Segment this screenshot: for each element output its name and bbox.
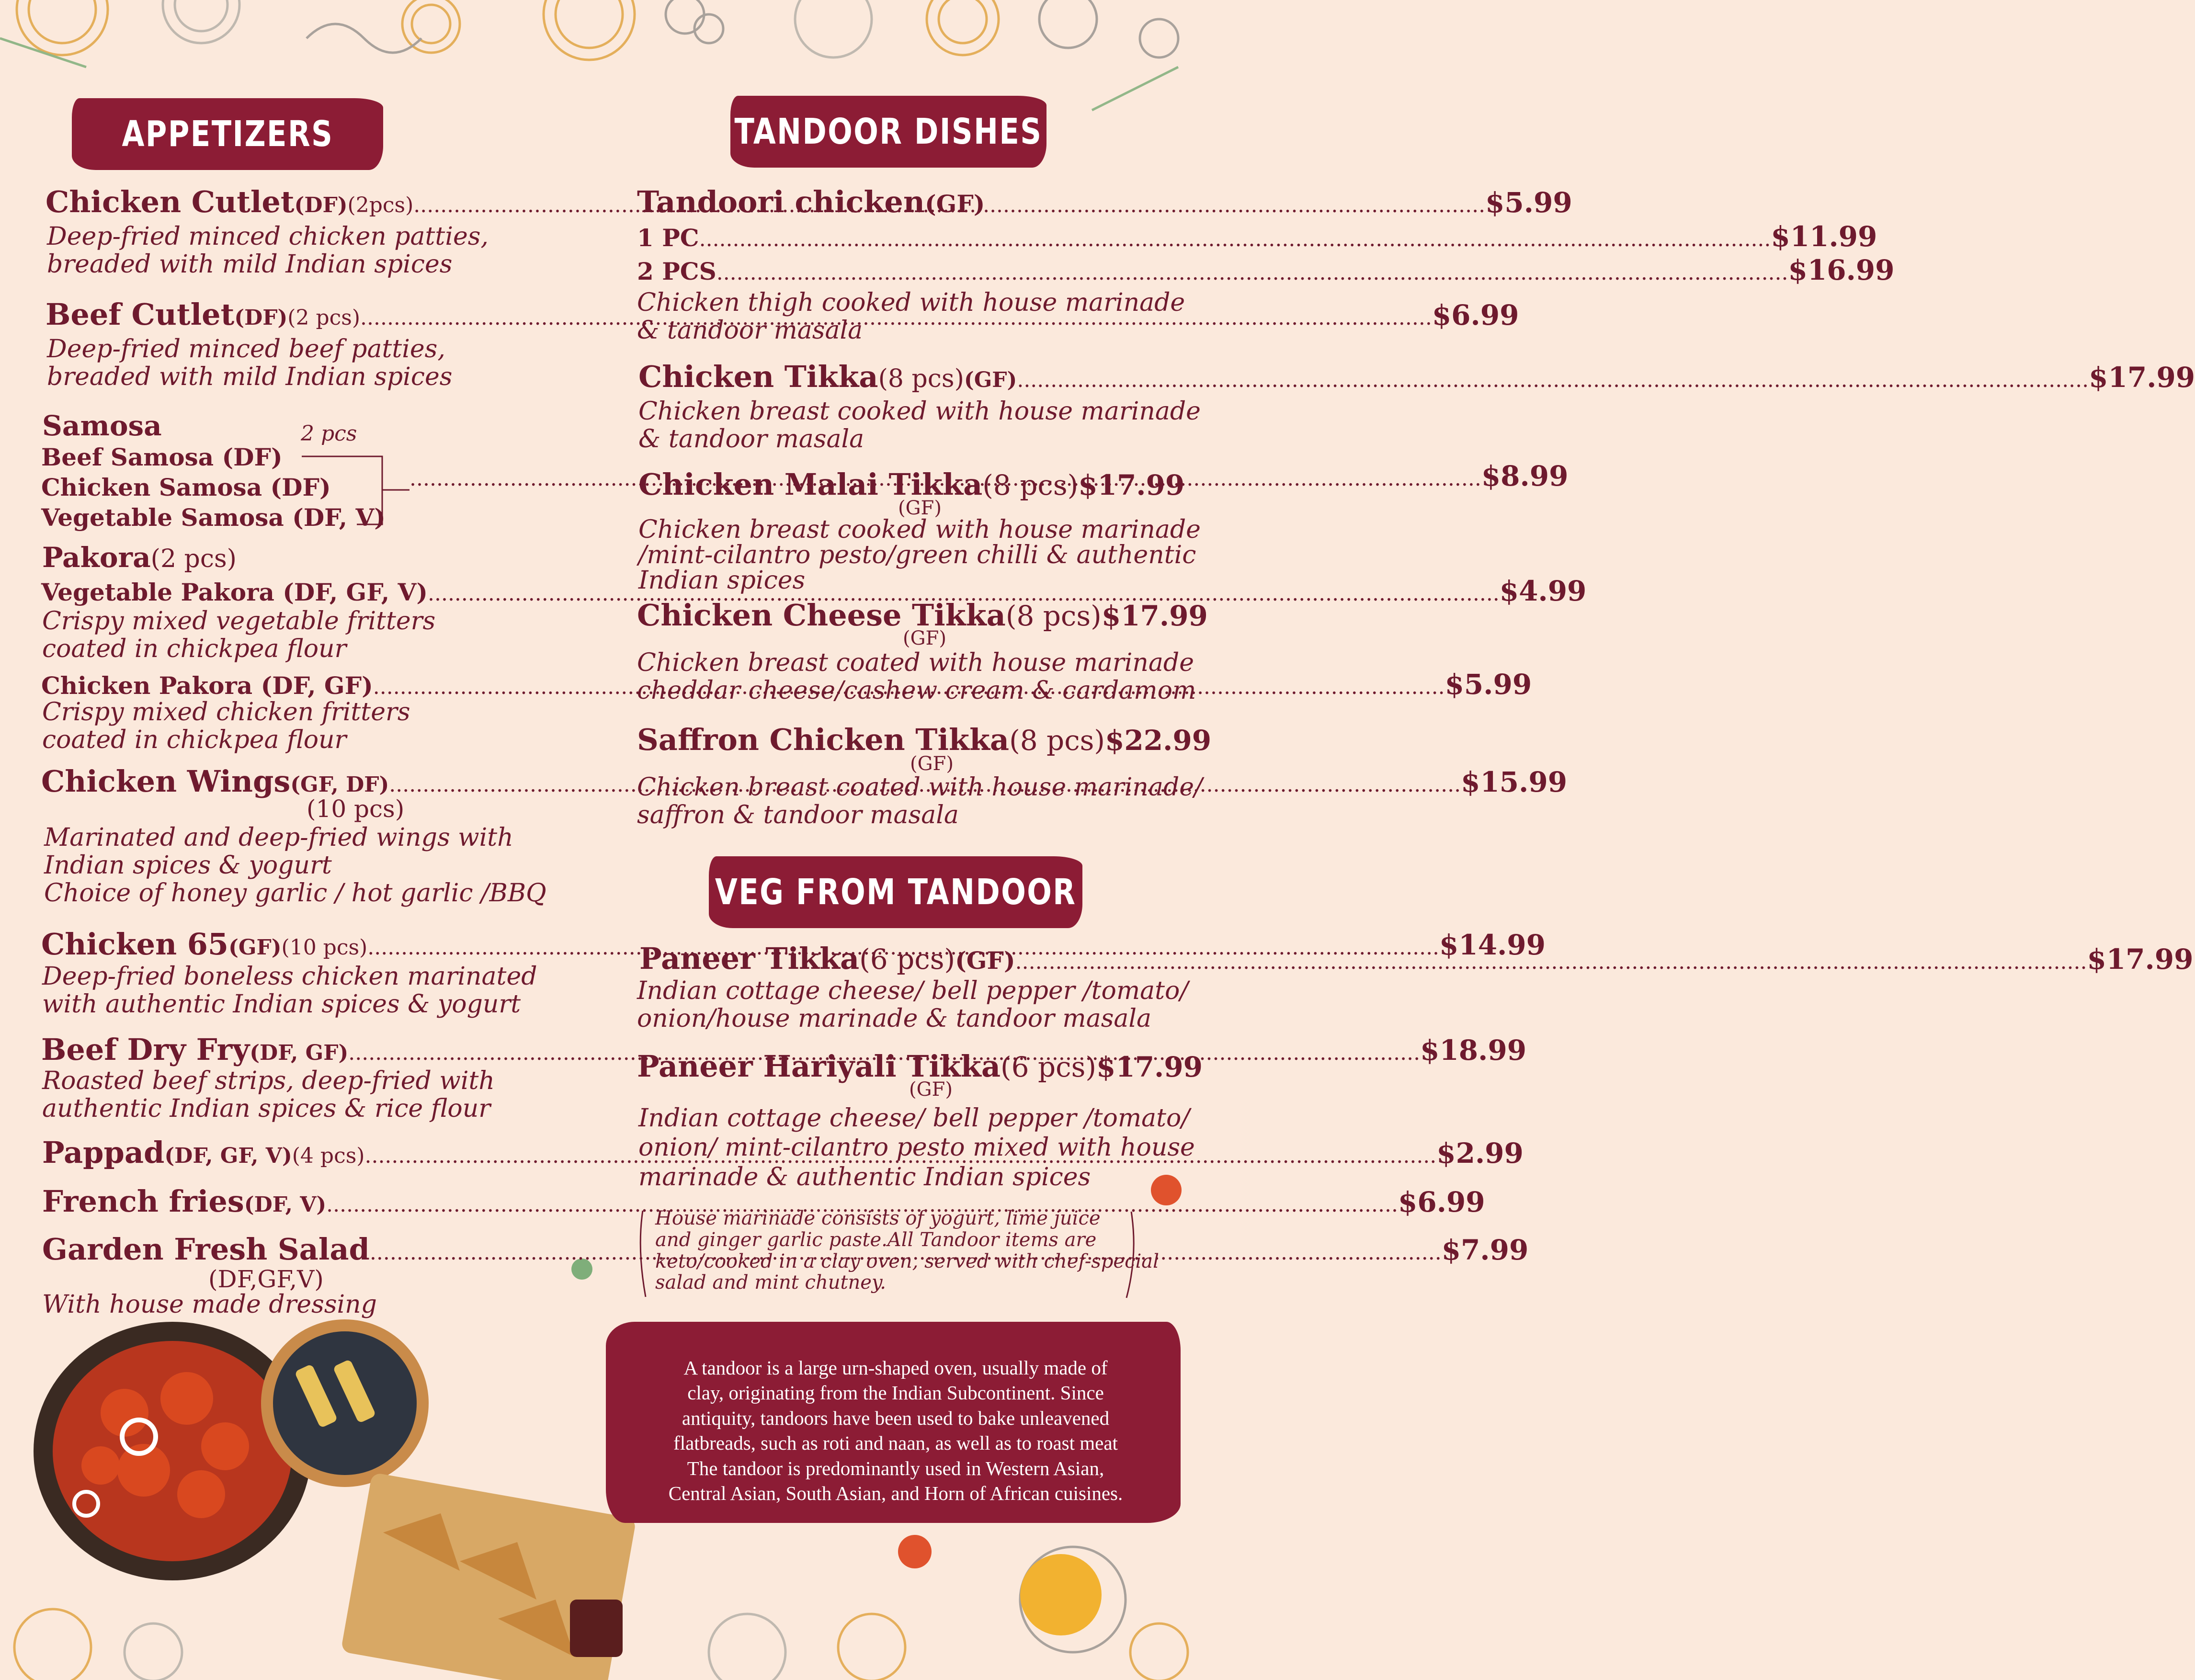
tandoori-chicken-1pc — [637, 220, 1877, 253]
item-description: Crispy mixed chicken fritters coated in chickpea flour — [42, 698, 410, 755]
item-price: $6.99 — [1398, 1186, 1485, 1218]
item-price: $17.99 — [2087, 943, 2194, 976]
item-qty: (10 pcs) — [307, 795, 405, 823]
item-qty: (2 pcs) — [287, 306, 360, 330]
item-description: Roasted beef strips, deep-fried with authentic Indian spices & rice flour — [42, 1067, 495, 1124]
tandoori-chicken-2pcs — [637, 254, 1895, 286]
item-tags: (GF) — [955, 946, 1015, 975]
menu-item-saffron-chicken-tikka — [637, 722, 1212, 757]
item-name: Vegetable Pakora (DF, GF, V) — [41, 578, 428, 606]
menu-item-chicken-malai-tikka — [638, 467, 1185, 502]
item-tags: (DF,GF,V) — [208, 1265, 324, 1293]
item-tags: (GF) — [903, 627, 946, 649]
samosa-option-chicken: Chicken Samosa (DF) — [41, 473, 331, 501]
item-description: Deep-fried minced chicken patties, breaded with mild Indian spices — [47, 222, 489, 279]
item-qty: (2 pcs) — [150, 545, 237, 573]
item-name: Chicken 65 — [41, 927, 229, 962]
food-photo-illustration — [19, 1290, 642, 1680]
item-description: Crispy mixed vegetable fritters coated in chickpea flour — [42, 607, 436, 664]
samosa-qty: 2 pcs — [301, 421, 357, 446]
item-description: Chicken thigh cooked with house marinade & tandoor masala — [637, 288, 1185, 345]
item-qty: (4 pcs) — [292, 1144, 365, 1168]
item-qty: (6 pcs) — [1001, 1051, 1096, 1083]
item-price: $17.99 — [1096, 1051, 1203, 1083]
menu-item-vegetable-pakora — [41, 575, 1587, 607]
item-tags: (GF) — [909, 1078, 953, 1101]
item-tags: (GF) — [910, 753, 954, 775]
item-qty: (8 pcs) — [1009, 724, 1105, 757]
item-price: $5.99 — [1485, 186, 1572, 219]
option-label: 2 PCS — [637, 257, 717, 285]
veg-from-tandoor-heading: VEG FROM TANDOOR — [715, 872, 1077, 913]
item-price: $17.99 — [2089, 361, 2195, 394]
leader-dots — [1017, 368, 2089, 392]
item-description: Chicken breast cooked with house marinade & tandoor masala — [638, 397, 1201, 454]
option-label: 1 PC — [637, 224, 699, 252]
item-name: French fries — [42, 1184, 244, 1219]
item-price: $14.99 — [1439, 929, 1546, 961]
item-price: $7.99 — [1441, 1234, 1529, 1266]
item-qty: (8 pcs) — [982, 469, 1079, 501]
item-tags: (GF) — [228, 935, 282, 960]
menu-item-chicken-cheese-tikka — [637, 598, 1208, 633]
item-description: Marinated and deep-fried wings with Indian spices & yogurt Choice of honey garlic / hot garlic /BBQ — [44, 823, 546, 908]
item-name: Paneer Hariyali Tikka — [637, 1049, 1001, 1084]
item-name: Chicken Malai Tikka — [638, 467, 983, 502]
menu-item-french-fries — [42, 1184, 1485, 1219]
tandoor-dishes-heading: TANDOOR DISHES — [734, 111, 1043, 152]
item-name: Paneer Tikka — [639, 941, 860, 976]
item-price: $11.99 — [1771, 220, 1877, 253]
item-price: $4.99 — [1499, 575, 1587, 607]
item-name: Saffron Chicken Tikka — [637, 722, 1010, 757]
item-tags: (GF) — [924, 190, 985, 218]
item-price: $16.99 — [1788, 254, 1895, 286]
item-description: Chicken breast coated with house marinade cheddar cheese/cashew cream & cardamom — [637, 648, 1196, 705]
menu-item-garden-salad — [42, 1232, 1529, 1267]
pakora-heading-row — [42, 541, 237, 574]
item-tags: (DF, GF, V) — [164, 1144, 292, 1168]
item-tags: (DF, GF) — [250, 1041, 349, 1065]
item-qty: (10 pcs) — [281, 935, 368, 960]
leader-dots — [699, 227, 1771, 251]
item-description: With house made dressing — [42, 1290, 377, 1319]
menu-item-chicken-wings — [41, 764, 1568, 799]
item-tags: (GF) — [964, 368, 1017, 392]
item-qty: (6 pcs) — [859, 943, 955, 976]
tandoori-chicken-heading — [637, 184, 985, 219]
item-price: $18.99 — [1420, 1034, 1527, 1067]
samosa-heading: Samosa — [42, 409, 162, 442]
item-tags: (DF, V) — [244, 1192, 327, 1217]
item-price: $17.99 — [1101, 600, 1208, 632]
item-price: $5.99 — [1444, 668, 1532, 701]
item-price: $2.99 — [1436, 1137, 1524, 1169]
appetizers-heading: APPETIZERS — [122, 114, 333, 155]
menu-item-paneer-hariyali-tikka — [637, 1049, 1203, 1084]
item-name: Garden Fresh Salad — [42, 1232, 370, 1267]
veg-from-tandoor-banner — [709, 856, 1082, 928]
samosa-option-beef: Beef Samosa (DF) — [41, 443, 283, 471]
item-price: $17.99 — [1078, 469, 1185, 501]
item-name: Tandoori chicken — [637, 184, 925, 219]
tandoor-dishes-banner — [730, 96, 1046, 168]
samosa-bracket — [302, 453, 412, 529]
item-name: Chicken Cheese Tikka — [637, 598, 1006, 633]
item-description: Indian cottage cheese/ bell pepper /tomato/ onion/house marinade & tandoor masala — [637, 976, 1188, 1033]
item-price: $15.99 — [1461, 766, 1568, 798]
menu-item-pappad — [42, 1135, 1524, 1170]
item-description: Deep-fried minced beef patties, breaded with mild Indian spices — [47, 335, 453, 392]
item-tags: (DF) — [234, 306, 288, 330]
item-price: $6.99 — [1432, 299, 1519, 331]
item-qty: (8 pcs) — [878, 364, 964, 393]
item-name: Chicken Pakora (DF, GF) — [41, 671, 373, 700]
item-name: Beef Cutlet — [45, 297, 235, 332]
item-description: Deep-fried boneless chicken marinated with authentic Indian spices & yogurt — [42, 962, 537, 1019]
item-name: Chicken Tikka — [638, 359, 878, 394]
item-tags: (DF) — [294, 193, 348, 217]
item-tags: (GF, DF) — [290, 772, 389, 797]
item-description: Indian cottage cheese/ bell pepper /tomato/ onion/ mint-cilantro pesto mixed with house marinade & authentic Indian spices — [638, 1104, 1195, 1192]
item-price: $22.99 — [1105, 724, 1212, 757]
appetizers-banner — [72, 98, 383, 170]
item-name: Chicken Cutlet — [45, 184, 295, 219]
item-qty: (8 pcs) — [1005, 600, 1102, 632]
tandoor-info-text: A tandoor is a large urn-shaped oven, usually made of clay, originating from the Indian Subcontinent. Since antiquity, tandoors have been used to bake unleavened flatbreads, such as roti and naan, as well as to roast meat The tandoor is predominantly used in Western Asian, Central Asian, South Asian, and Horn of African cuisines. — [668, 1357, 1123, 1505]
item-tags: (GF) — [898, 497, 942, 519]
pakora-heading: Pakora — [42, 541, 151, 574]
item-name: Pappad — [42, 1135, 165, 1170]
leader-dots — [1015, 950, 2087, 974]
marinade-note: House marinade consists of yogurt, lime juice and ginger garlic paste.All Tandoor items are keto/cooked in a clay oven, served with chef-special salad and mint chutney. — [655, 1207, 1159, 1294]
leader-dots — [717, 261, 1788, 285]
item-qty: (2pcs) — [347, 193, 414, 217]
item-name: Chicken Wings — [41, 764, 291, 799]
item-description: Chicken breast cooked with house marinade /mint-cilantro pesto/green chilli & authentic Indian spices — [638, 515, 1201, 595]
samosa-option-vegetable: Vegetable Samosa (DF, V) — [41, 503, 386, 532]
item-name: Beef Dry Fry — [41, 1032, 250, 1067]
item-price: $8.99 — [1481, 460, 1569, 492]
menu-item-chicken-tikka — [638, 359, 2195, 394]
item-description: Chicken breast coated with house marinade/ saffron & tandoor masala — [637, 773, 1203, 830]
